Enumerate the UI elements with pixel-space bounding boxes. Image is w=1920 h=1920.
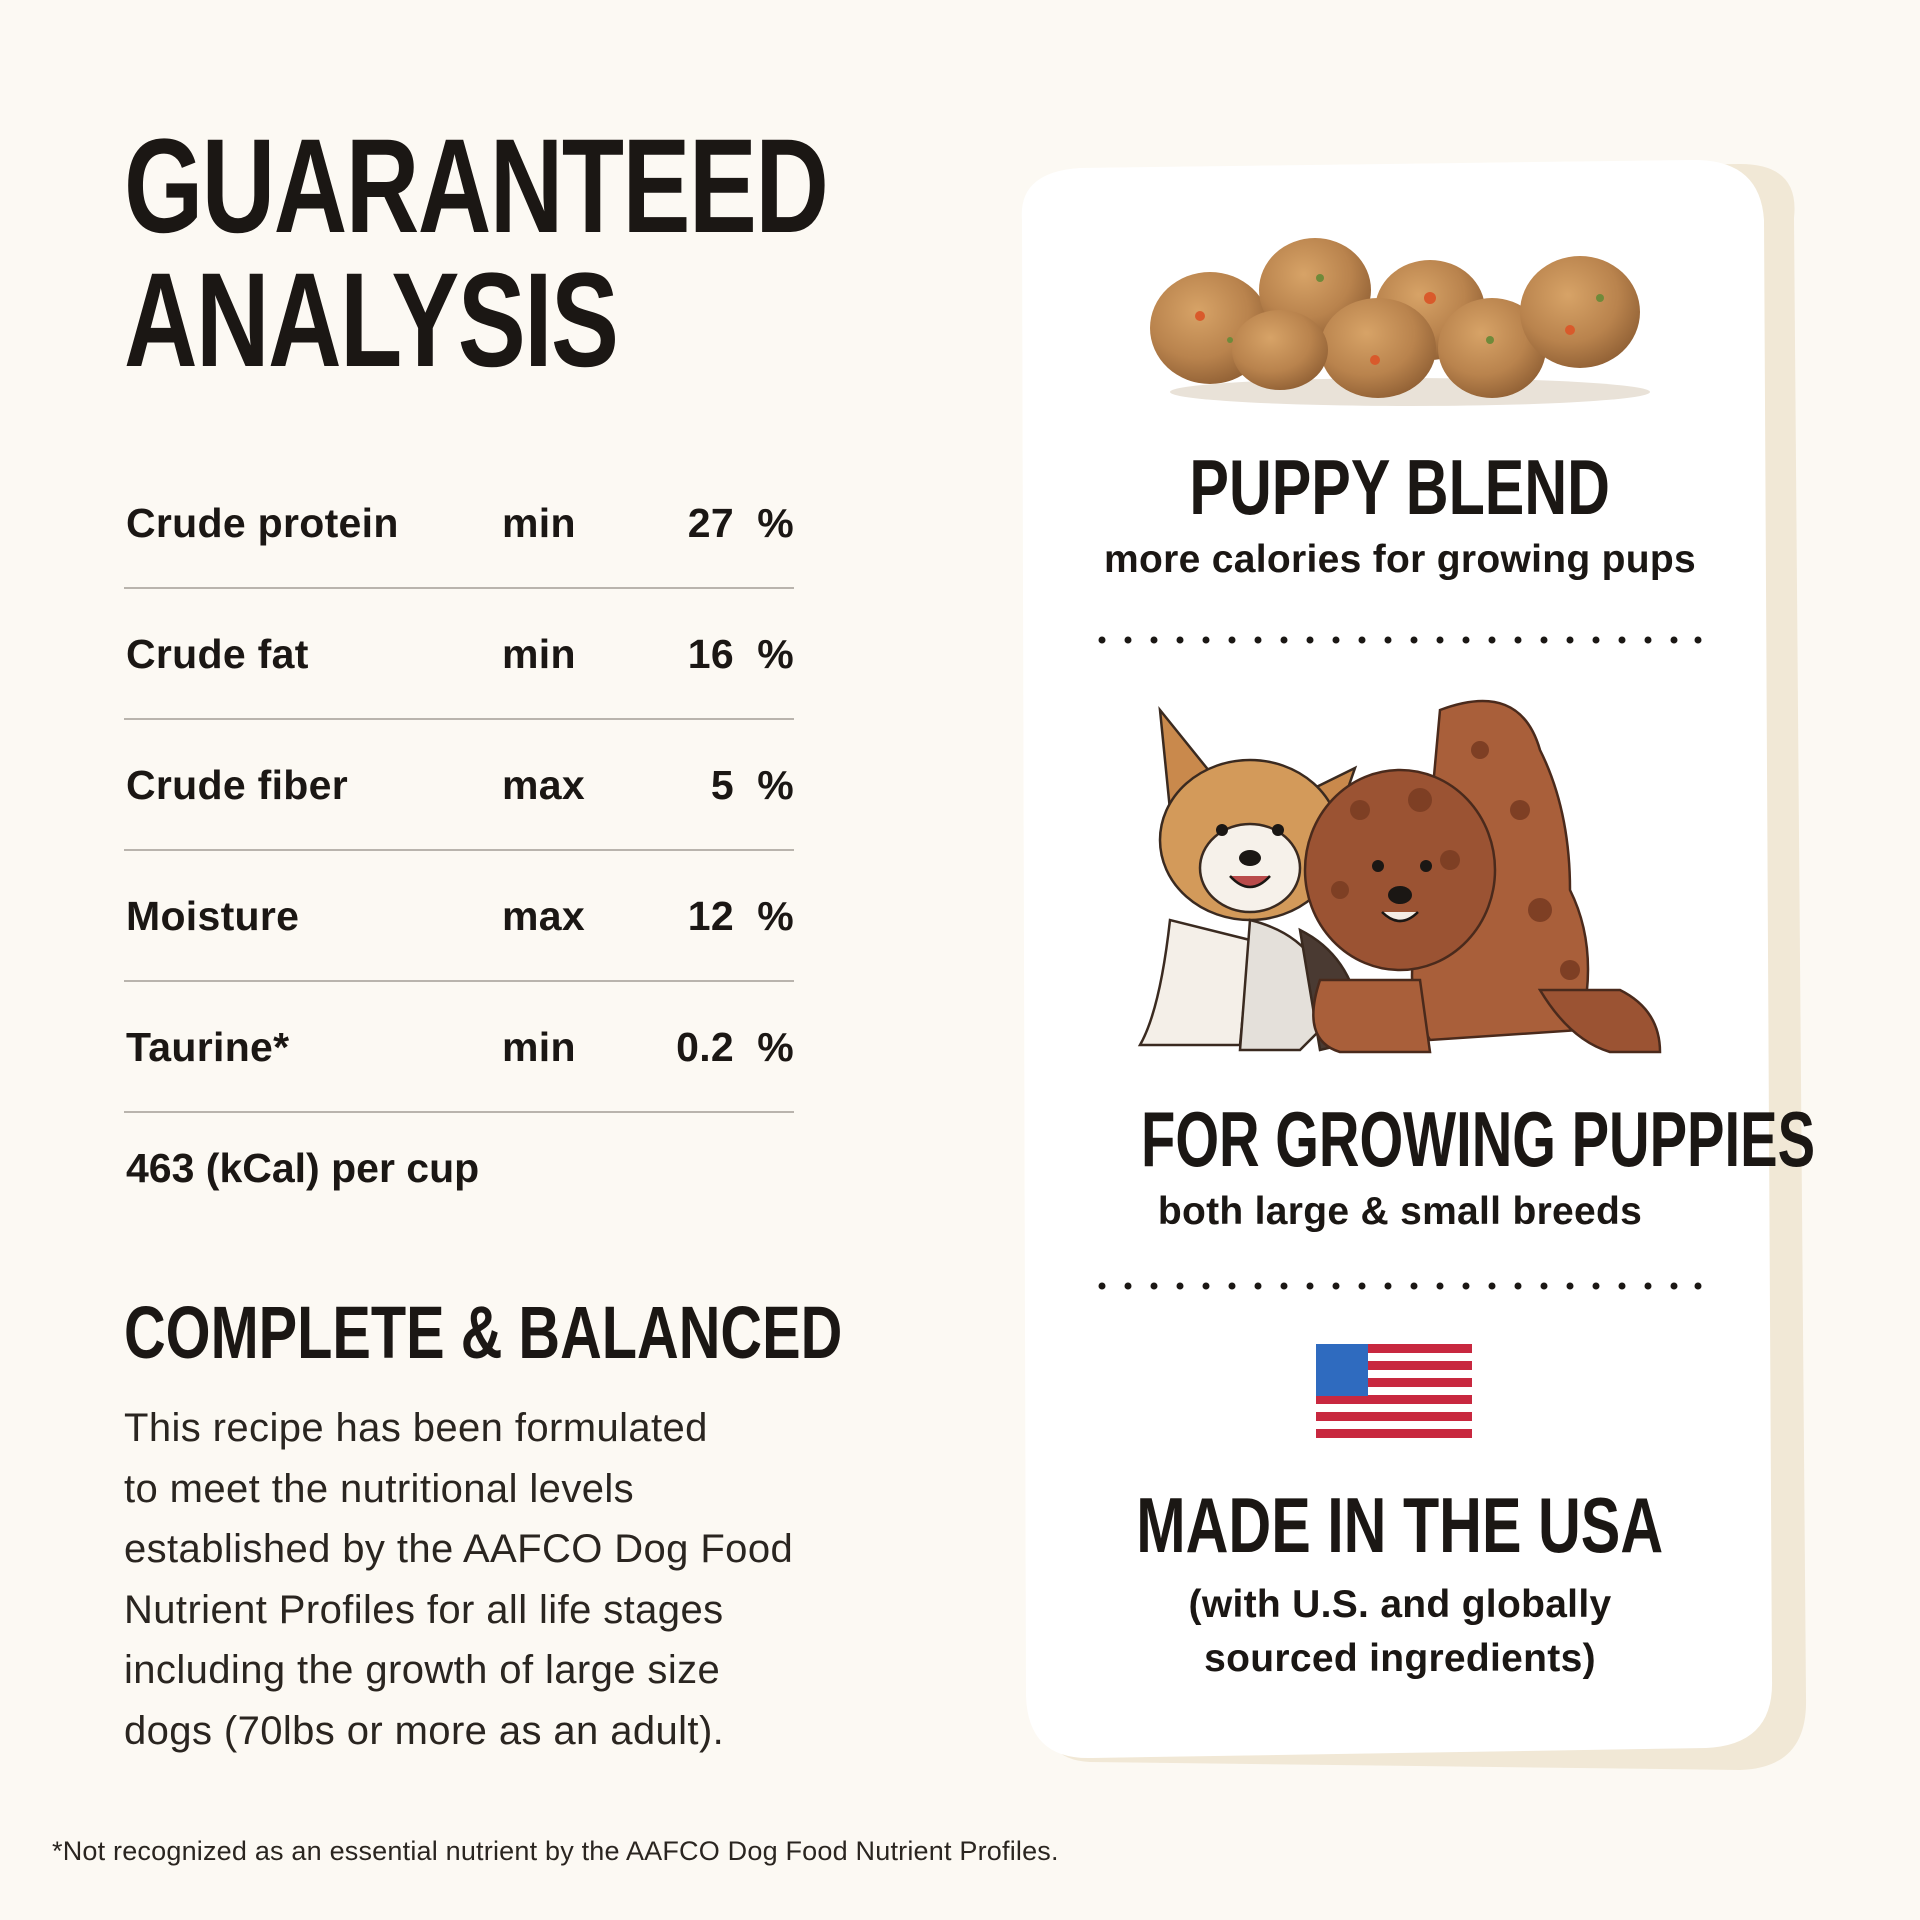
body-line: dogs (70lbs or more as an adult). [124,1708,725,1753]
table-row [124,982,794,1113]
table-row [124,589,794,720]
nutrient-value: 12 [687,893,734,939]
calorie-content: 463 (kCal) per cup [126,1145,480,1191]
usa-flag-icon [1316,1344,1472,1438]
dot-divider [1098,1282,1702,1290]
table-row [124,851,794,982]
nutrient-unit: % [757,500,794,546]
made-in-usa-heading-wrap [1010,1481,1790,1569]
nutrient-name: Taurine* [126,1024,290,1070]
nutrient-name: Crude fat [126,631,309,677]
nutrient-qualifier: min [502,500,576,546]
guaranteed-analysis-title [124,112,884,395]
nutrient-qualifier: max [502,893,585,939]
nutrient-value: 5 [710,762,734,808]
nutrient-qualifier: min [502,1024,576,1070]
puppy-blend-heading: PUPPY BLEND [1189,443,1611,531]
body-line: established by the AAFCO Dog Food [124,1527,794,1571]
nutrient-name: Crude fiber [126,762,348,808]
made-in-usa-heading: MADE IN THE USA [1136,1481,1664,1569]
body-line: Nutrient Profiles for all life stages [124,1587,724,1632]
nutrient-value: 27 [687,500,734,546]
title-line-1: GUARANTEED [124,112,828,261]
complete-balanced-body [124,1398,884,1761]
nutrient-qualifier: min [502,631,576,677]
nutrient-qualifier: max [502,762,585,808]
nutrient-unit: % [757,893,794,939]
complete-balanced-heading: COMPLETE & BALANCED [124,1291,843,1374]
puppies-illustration [1100,690,1700,1070]
kibble-image [1130,220,1670,410]
body-line: This recipe has been formulated [124,1406,708,1450]
footnote: *Not recognized as an essential nutrient by the AAFCO Dog Food Nutrient Profiles. [52,1836,1059,1866]
nutrient-name: Crude protein [126,500,399,546]
table-row [124,720,794,851]
nutrient-unit: % [757,762,794,808]
growing-puppies-subtitle: both large & small breeds [1157,1190,1643,1233]
nutrient-unit: % [757,1024,794,1070]
nutrient-name: Moisture [126,893,300,939]
growing-puppies-heading: FOR GROWING PUPPIES [1141,1095,1816,1183]
body-line: including the growth of large size [124,1648,721,1692]
growing-puppies-heading-wrap [1010,1095,1816,1183]
nutrient-value: 16 [687,631,734,677]
usa-sub-line: sourced ingredients) [1204,1637,1596,1680]
body-line: to meet the nutritional levels [124,1466,635,1511]
nutrient-value: 0.2 [676,1024,734,1070]
puppy-blend-subtitle: more calories for growing pups [1104,538,1696,581]
puppy-blend-heading-wrap [1010,443,1790,531]
made-in-usa-subtitle [1010,1578,1790,1686]
complete-balanced-title [124,1291,1045,1374]
title-line-2: ANALYSIS [124,246,618,395]
nutrient-table [124,458,794,1113]
table-row [124,458,794,589]
nutrient-unit: % [757,631,794,677]
dot-divider [1098,636,1702,644]
usa-sub-line: (with U.S. and globally [1188,1583,1612,1626]
